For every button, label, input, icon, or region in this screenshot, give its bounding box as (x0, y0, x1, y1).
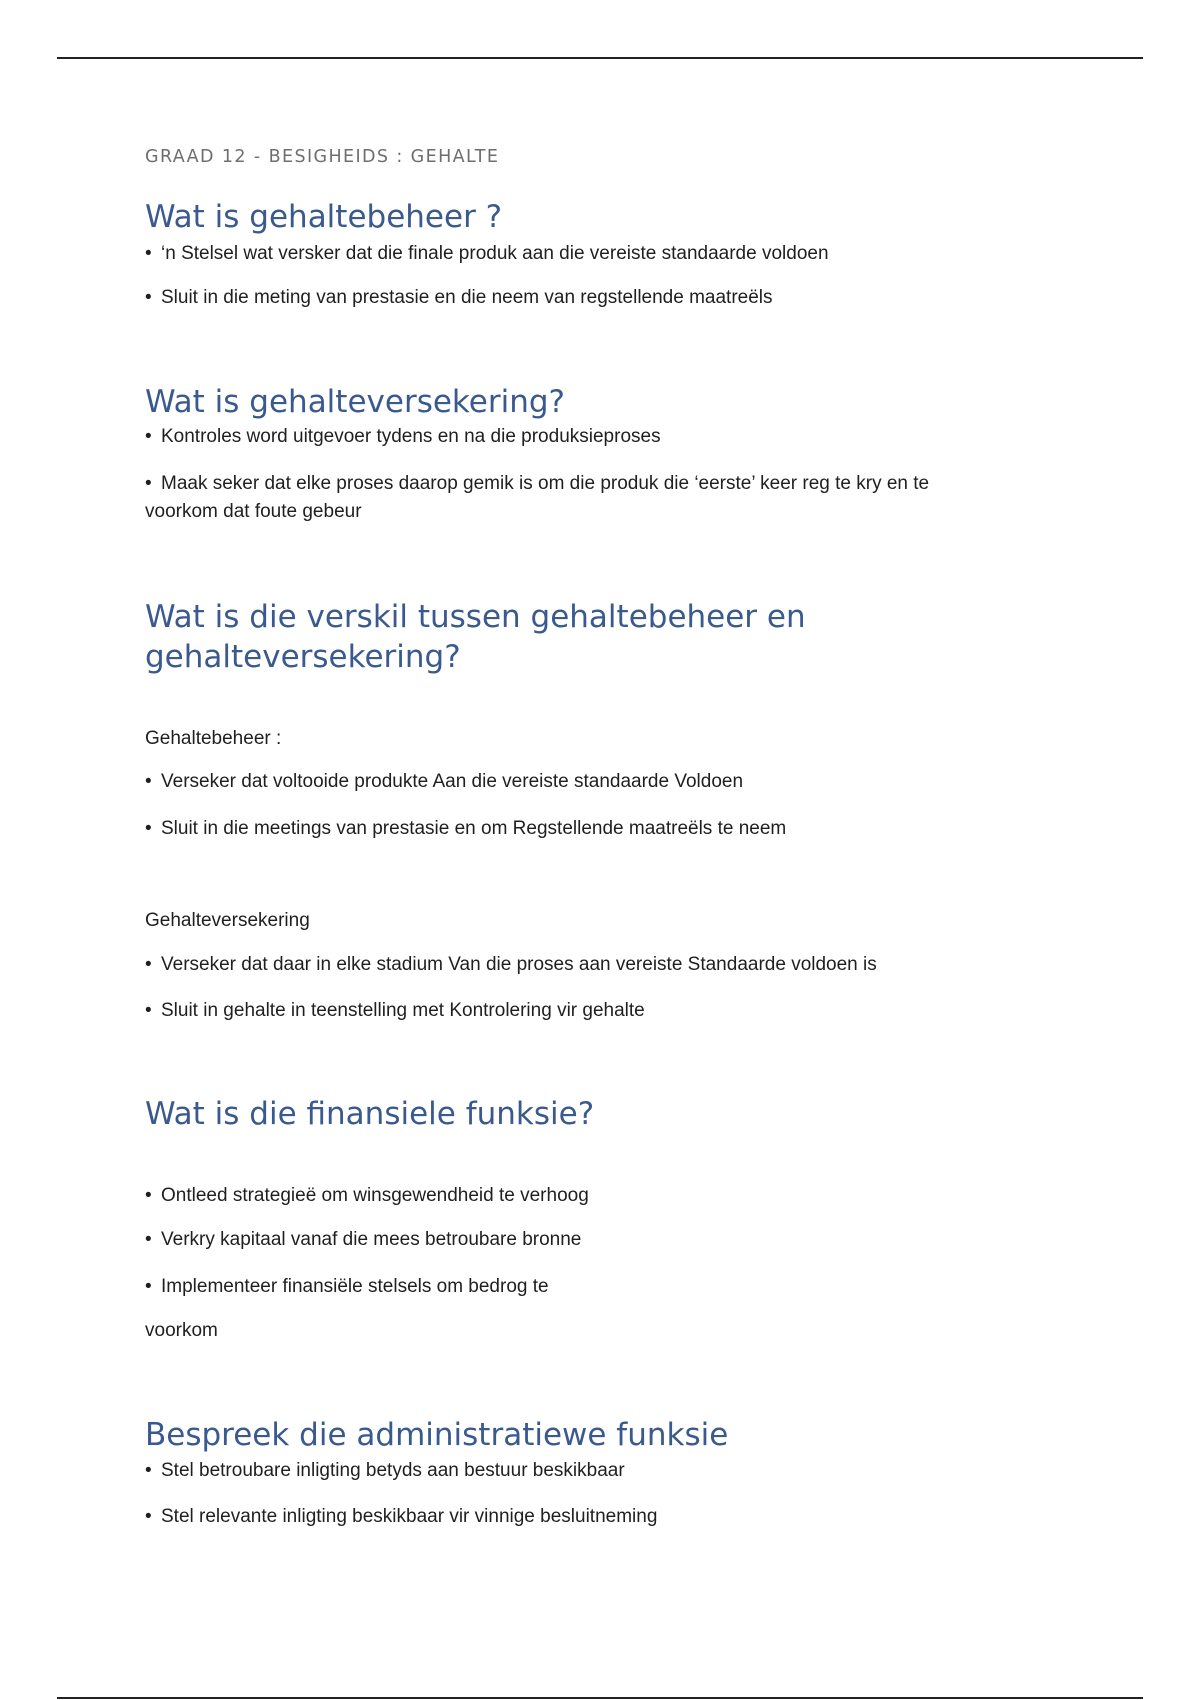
heading-administratiewe-funksie: Bespreek die administratiewe funksie (145, 1417, 729, 1453)
list-item: • Verseker dat voltooide produkte Aan die vereiste standaarde Voldoen (145, 771, 744, 792)
list-item: • Maak seker dat elke proses daarop gemik is om die produk die ‘eerste’ keer reg te kry en te (145, 473, 930, 494)
list-item-continuation: voorkom (145, 1320, 218, 1341)
list-item: • Stel relevante inligting beskikbaar vir vinnige besluitneming (145, 1506, 658, 1527)
list-item: • ‘n Stelsel wat versker dat die finale produk aan die vereiste standaarde voldoen (145, 243, 829, 264)
list-item-continuation: voorkom dat foute gebeur (145, 501, 362, 522)
list-item: • Verkry kapitaal vanaf die mees betroubare bronne (145, 1229, 582, 1250)
list-item: • Sluit in die meetings van prestasie en om Regstellende maatreëls te neem (145, 818, 787, 839)
document-subtitle: GRAAD 12 - BESIGHEIDS : GEHALTE (145, 147, 500, 167)
top-rule (57, 57, 1143, 59)
heading-finansiele-funksie: Wat is die finansiele funksie? (145, 1096, 595, 1132)
list-item: • Verseker dat daar in elke stadium Van die proses aan vereiste Standaarde voldoen is (145, 954, 877, 975)
list-item: • Sluit in die meting van prestasie en die neem van regstellende maatreëls (145, 287, 773, 308)
list-item: • Stel betroubare inligting betyds aan bestuur beskikbaar (145, 1460, 625, 1481)
heading-gehalteversekering: Wat is gehalteversekering? (145, 384, 565, 420)
bottom-rule (57, 1697, 1143, 1699)
list-item: • Kontroles word uitgevoer tydens en na die produksieproses (145, 426, 661, 447)
list-item: • Implementeer finansiële stelsels om bedrog te (145, 1276, 549, 1297)
heading-verskil-line-2: gehalteversekering? (145, 639, 461, 675)
label-gehalteversekering: Gehalteversekering (145, 910, 310, 931)
heading-verskil-line-1: Wat is die verskil tussen gehaltebeheer en (145, 599, 806, 635)
label-gehaltebeheer: Gehaltebeheer : (145, 728, 282, 749)
list-item: • Ontleed strategieë om winsgewendheid te verhoog (145, 1185, 589, 1206)
heading-gehaltebeheer: Wat is gehaltebeheer ? (145, 199, 503, 235)
list-item: • Sluit in gehalte in teenstelling met Kontrolering vir gehalte (145, 1000, 645, 1021)
